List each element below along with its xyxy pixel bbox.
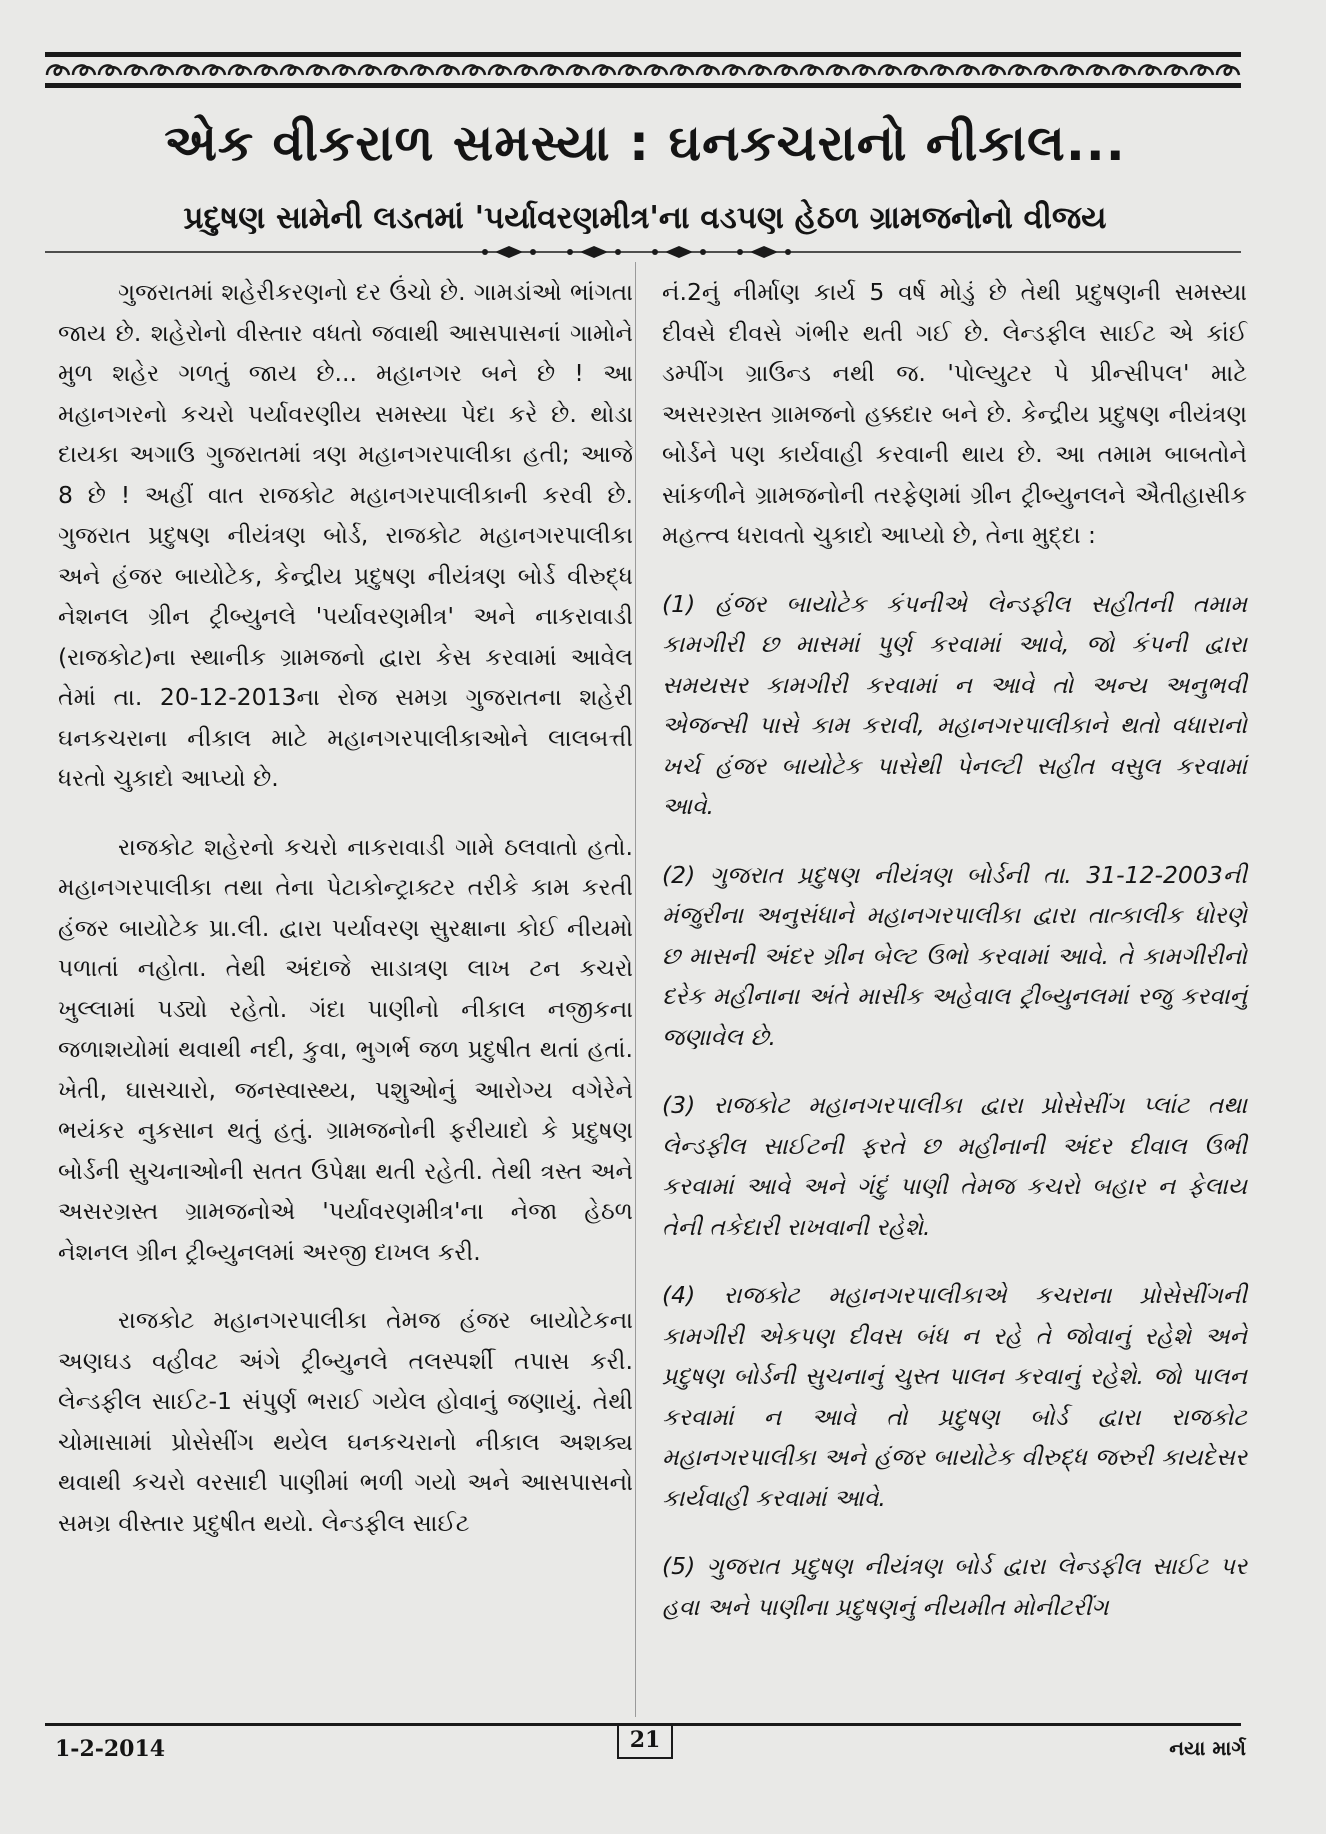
left-column xyxy=(58,272,633,1571)
decorative-top-border xyxy=(45,52,1241,88)
scroll-ornament xyxy=(45,57,1241,83)
verdict-point-1: (1) હંજર બાયોટેક કંપનીએ લેન્ડફીલ સહીતની તમામ કામગીરી છ માસમાં પુર્ણ કરવામાં આવે, જો કંપની દ્વારા સમયસર કામગીરી કરવામાં ન આવે તો અન્ય અનુભવી એજન્સી પાસે કામ કરાવી, મહાનગરપાલીકાને થતો વધારાનો ખર્ચ હંજર બાયોટેક પાસેથી પેનલ્ટી સહીત વસુલ કરવામાં આવે. xyxy=(662,589,1247,820)
verdict-point-3: (3) રાજકોટ મહાનગરપાલીકા દ્વારા પ્રોસેસીંગ પ્લાંટ તથા લેન્ડફીલ સાઈટની ફરતે છ મહીનાની અંદર દીવાલ ઉભી કરવામાં આવે અને ગંદું પાણી તેમજ કચરો બહાર ન ફેલાય તેની તકેદારી રાખવાની રહેશે. xyxy=(662,1091,1247,1241)
column-divider xyxy=(635,262,636,1717)
verdict-point-5: (5) ગુજરાત પ્રદુષણ નીયંત્રણ બોર્ડ દ્વારા લેન્ડફીલ સાઈટ પર હવા અને પાણીના પ્રદુષણનું નીયમીત મોનીટરીંગ xyxy=(662,1552,1247,1621)
article-subheadline: પ્રદુષણ સામેની લડતમાં 'પર્યાવરણમીત્ર'ના વડપણ હેઠળ ગ્રામજનોનો વીજય xyxy=(183,200,1107,236)
magazine-name: નયા માર્ગ xyxy=(1169,1736,1246,1760)
page-number: 21 xyxy=(617,1723,673,1759)
verdict-point-2: (2) ગુજરાત પ્રદુષણ નીયંત્રણ બોર્ડની તા. 31-12-2003ની મંજુરીના અનુસંધાને મહાનગરપાલીકા દ્વારા તાત્કાલીક ધોરણે છ માસની અંદર ગ્રીન બેલ્ટ ઉભો કરવામાં આવે. તે કામગીરીનો દરેક મહીનાના અંતે માસીક અહેવાલ ટ્રીબ્યુનલમાં રજુ કરવાનું જણાવેલ છે. xyxy=(662,860,1247,1051)
paragraph-investigation: રાજકોટ મહાનગરપાલીકા તેમજ હંજર બાયોટેકના અણઘડ વહીવટ અંગે ટ્રીબ્યુનલે તલસ્પર્શી તપાસ કરી. લેન્ડફીલ સાઈટ-1 સંપુર્ણ ભરાઈ ગયેલ હોવાનું જણાયું. તેથી ચોમાસામાં પ્રોસેસીંગ થયેલ ઘનકચરાનો નીકાલ અશક્ય થવાથી કચરો વરસાદી પાણીમાં ભળી ગયો અને આસપાસનો સમગ્ર વીસ્તાર પ્રદુષીત થયો. લેન્ડફીલ સાઈટ xyxy=(58,1306,633,1537)
article-headline: એક વીકરાળ સમસ્યા : ઘનકચરાનો નીકાલ... xyxy=(164,114,1126,172)
issue-date: 1-2-2014 xyxy=(55,1736,166,1762)
right-column xyxy=(662,272,1247,1655)
verdict-point-4: (4) રાજકોટ મહાનગરપાલીકાએ કચરાના પ્રોસેસીંગની કામગીરી એકપણ દીવસ બંધ ન રહે તે જોવાનું રહેશે અને પ્રદુષણ બોર્ડની સુચનાનું ચુસ્ત પાલન કરવાનું રહેશે. જો પાલન કરવામાં ન આવે તો પ્રદુષણ બોર્ડ દ્વારા રાજકોટ મહાનગરપાલીકા અને હંજર બાયોટેક વીરુદ્ધ જરુરી કાયદેસર કાર્યવાહી કરવામાં આવે. xyxy=(662,1281,1247,1512)
paragraph-verdict-intro: નં.2નું નીર્માણ કાર્ય 5 વર્ષ મોડું છે તેથી પ્રદુષણની સમસ્યા દીવસે દીવસે ગંભીર થતી ગઈ છે. લેન્ડફીલ સાઈટ એ કાંઈ ડમ્પીંગ ગ્રાઉન્ડ નથી જ. 'પોલ્યુટર પે પ્રીન્સીપલ' માટે અસરગ્રસ્ત ગ્રામજનો હક્કદાર બને છે. કેન્દ્રીય પ્રદુષણ નીયંત્રણ બોર્ડને પણ કાર્યવાહી કરવાની થાય છે. આ તમામ બાબતોને સાંકળીને ગ્રામજનોની તરફેણમાં ગ્રીન ટ્રીબ્યુનલને ઐતીહાસીક મહત્ત્વ ધરાવતો ચુકાદો આપ્યો છે, તેના મુદ્દા : xyxy=(662,278,1247,549)
paragraph-intro: ગુજરાતમાં શહેરીકરણનો દર ઉંચો છે. ગામડાંઓ ભાંગતા જાય છે. શહેરોનો વીસ્તાર વધતો જવાથી આસપાસનાં ગામોને મુળ શહેર ગળતું જાય છે... મહાનગર બને છે ! આ મહાનગરનો કચરો પર્યાવરણીય સમસ્યા પેદા કરે છે. થોડા દાયકા અગાઉ ગુજરાતમાં ત્રણ મહાનગરપાલીકા હતી; આજે 8 છે ! અહીં વાત રાજકોટ મહાનગરપાલીકાની કરવી છે. ગુજરાત પ્રદુષણ નીયંત્રણ બોર્ડ, રાજકોટ મહાનગરપાલીકા અને હંજર બાયોટેક, કેન્દ્રીય પ્રદુષણ નીયંત્રણ બોર્ડ વીરુદ્ધ નેશનલ ગ્રીન ટ્રીબ્યુનલે 'પર્યાવરણમીત્ર' અને નાકરાવાડી (રાજકોટ)ના સ્થાનીક ગ્રામજનો દ્વારા કેસ કરવામાં આવેલ તેમાં તા. 20-12-2013ના રોજ સમગ્ર ગુજરાતના શહેરી ઘનકચરાના નીકાલ માટે મહાનગરપાલીકાઓને લાલબત્તી ધરતો ચુકાદો આપ્યો છે. xyxy=(58,278,633,792)
subheadline-divider xyxy=(45,242,1241,262)
paragraph-background: રાજકોટ શહેરનો કચરો નાકરાવાડી ગામે ઠલવાતો હતો. મહાનગરપાલીકા તથા તેના પેટાકોન્ટ્રાક્ટર તરીકે કામ કરતી હંજર બાયોટેક પ્રા.લી. દ્વારા પર્યાવરણ સુરક્ષાના કોઈ નીયમો પળાતાં નહોતા. તેથી અંદાજે સાડાત્રણ લાખ ટન કચરો ખુલ્લામાં પડ્યો રહેતો. ગંદા પાણીનો નીકાલ નજીકના જળાશયોમાં થવાથી નદી, કુવા, ભુગર્ભ જળ પ્રદુષીત થતાં હતાં. ખેતી, ઘાસચારો, જનસ્વાસ્થ્ય, પશુઓનું આરોગ્ય વગેરેને ભયંકર નુકસાન થતું હતું. ગ્રામજનોની ફરીયાદો કે પ્રદુષણ બોર્ડની સુચનાઓની સતત ઉપેક્ષા થતી રહેતી. તેથી ત્રસ્ત અને અસરગ્રસ્ત ગ્રામજનોએ 'પર્યાવરણમીત્ર'ના નેજા હેઠળ નેશનલ ગ્રીન ટ્રીબ્યુનલમાં અરજી દાખલ કરી. xyxy=(58,832,633,1266)
